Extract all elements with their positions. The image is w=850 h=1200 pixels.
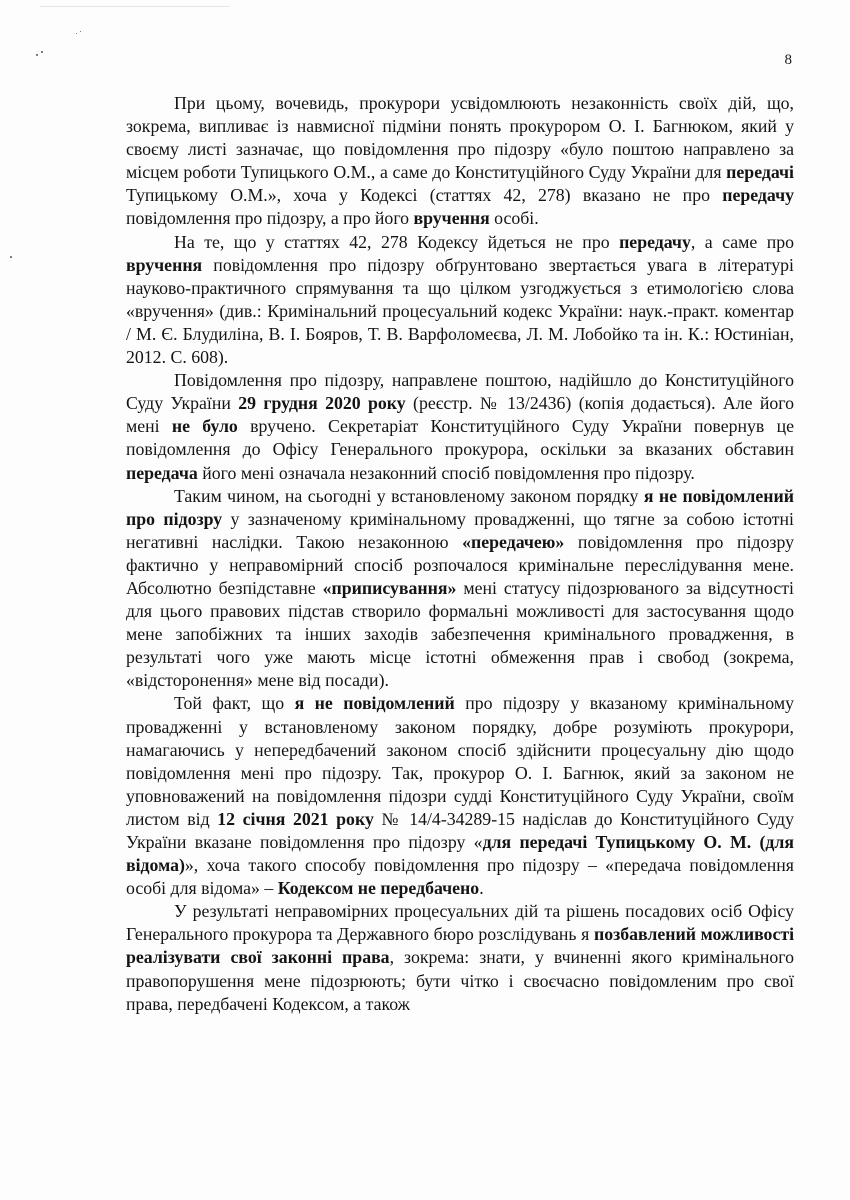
bold-text: я не повідомлений про підозру [126,485,794,529]
bold-text: Кодексом не передбачено [277,878,480,899]
paragraph [126,485,794,693]
paragraph [126,900,794,1015]
bold-text: передача [126,462,198,483]
text-run: », хоча такого способу повідомлення про підозру – «передача повідомлення особі для відома» – [126,855,794,899]
scan-speck [36,54,38,56]
paragraph [126,369,794,484]
scan-speck [41,51,43,53]
bold-text: вручення [413,208,490,229]
text-run: У результаті неправомірних процесуальних дій та рішень посадових осіб Офісу Генерального прокурора та Державного бюро розслідувань я [126,901,794,945]
bold-text: передачу [619,231,691,252]
bold-text: вручення [126,254,203,275]
scan-speck [80,31,81,32]
page-number: 8 [784,52,792,68]
text-run: у зазначеному кримінальному провадженні, що тягне за собою істотні негативні наслідки. Такою незаконною [126,508,794,552]
text-run: № 14/4-34289-15 надіслав до Конституційного Суду України вказане повідомлення про підозру « [126,808,794,852]
bold-text: 12 січня 2021 року [217,808,374,829]
text-run: , а саме про [690,231,794,252]
bold-text: 29 грудня 2020 року [238,393,406,414]
text-run: його мені означала незаконний спосіб повідомлення про підозру. [197,462,695,483]
text-run: особі. [489,208,539,229]
bold-text: передачу [722,185,794,206]
text-run: Таким чином, на сьогодні у встановленому законом порядку [174,485,644,506]
scan-speck [76,33,77,34]
text-run: (реєстр. № 13/2436) (копія додається). Але його мені [126,393,795,437]
text-run: . [479,878,484,899]
text-run: , зокрема: знати, у вчиненні якого кримінального правопорушення мене підозрюють; бути чітко і своєчасно повідомленим про свої права, передбачені Кодексом, а також [126,947,794,1014]
scan-artifact-line [40,6,230,7]
document-body [126,92,794,1016]
paragraph [126,692,794,900]
paragraph [126,92,794,231]
text-run: Той факт, що [174,693,295,714]
bold-text: «передачею» [462,531,565,552]
text-run: повідомлення про підозру обґрунтовано звертається увага в літературі науково-практичного спрямування та що цілком узгоджується з етимологією слова «вручення» (див.: Кримінальний процесуальний кодекс України: наук.-практ. коментар / М. Є. Блудиліна, В. І. Бояров, Т. В. Варфоломеєва, Л. М. Лобойко та ін. К.: Юстиніан, 2012. С. 608). [126,254,794,368]
bold-text: передачі [726,162,794,183]
bold-text: позбавлений можливості реалізувати свої законні права [126,924,795,968]
bold-text: я не повідомлений [294,693,455,714]
text-run: про підозру у вказаному кримінальному провадженні у встановленому законом порядку, добре розуміють прокурори, намагаючись у непередбачений законом спосіб здійснити процесуальну дію щодо повідомлення мені про підозру. Так, прокурор О. І. Багнюк, який за законом не уповноважений на повідомлення підозри судді Конституційного Суду України, своїм листом від [126,693,794,829]
scan-speck [10,256,12,258]
text-run: повідомлення про підозру, а про його [126,208,414,229]
bold-text: для передачі Тупицькому О. М. (для відома) [126,832,794,876]
paragraph [126,231,794,370]
text-run: повідомлення про підозру фактично у неправомірний спосіб розпочалося кримінальне переслідування мене. Абсолютно безпідставне [126,531,795,598]
bold-text: не було [171,416,238,437]
text-run: При цьому, вочевидь, прокурори усвідомлюють незаконність своїх дій, що, зокрема, випливає із навмисної підміни понять прокурором О. І. Багнюком, який у своєму листі зазначає, що повідомлення про підозру «було поштою направлено за місцем роботи Тупицького О.М., а саме до Конституційного Суду України для [126,93,794,183]
text-run: мені статусу підозрюваного за відсутності для цього правових підстав створило формальні можливості для застосування щодо мене запобіжних та інших заходів забезпечення кримінального провадження, в результаті чого уже мають місце істотні обмеження прав і свобод (зокрема, «відсторонення» мене від посади). [126,577,794,691]
text-run: Повідомлення про підозру, направлене поштою, надійшло до Конституційного Суду України [126,370,794,414]
bold-text: «приписування» [322,577,457,598]
text-run: На те, що у статтях 42, 278 Кодексу йдеться не про [174,231,620,252]
text-run: вручено. Секретаріат Конституційного Суду України повернув це повідомлення до Офісу Генерального прокурора, оскільки за вказаних обставин [126,416,794,460]
text-run: Тупицькому О.М.», хоча у Кодексі (статтях 42, 278) вказано не про [126,185,723,206]
